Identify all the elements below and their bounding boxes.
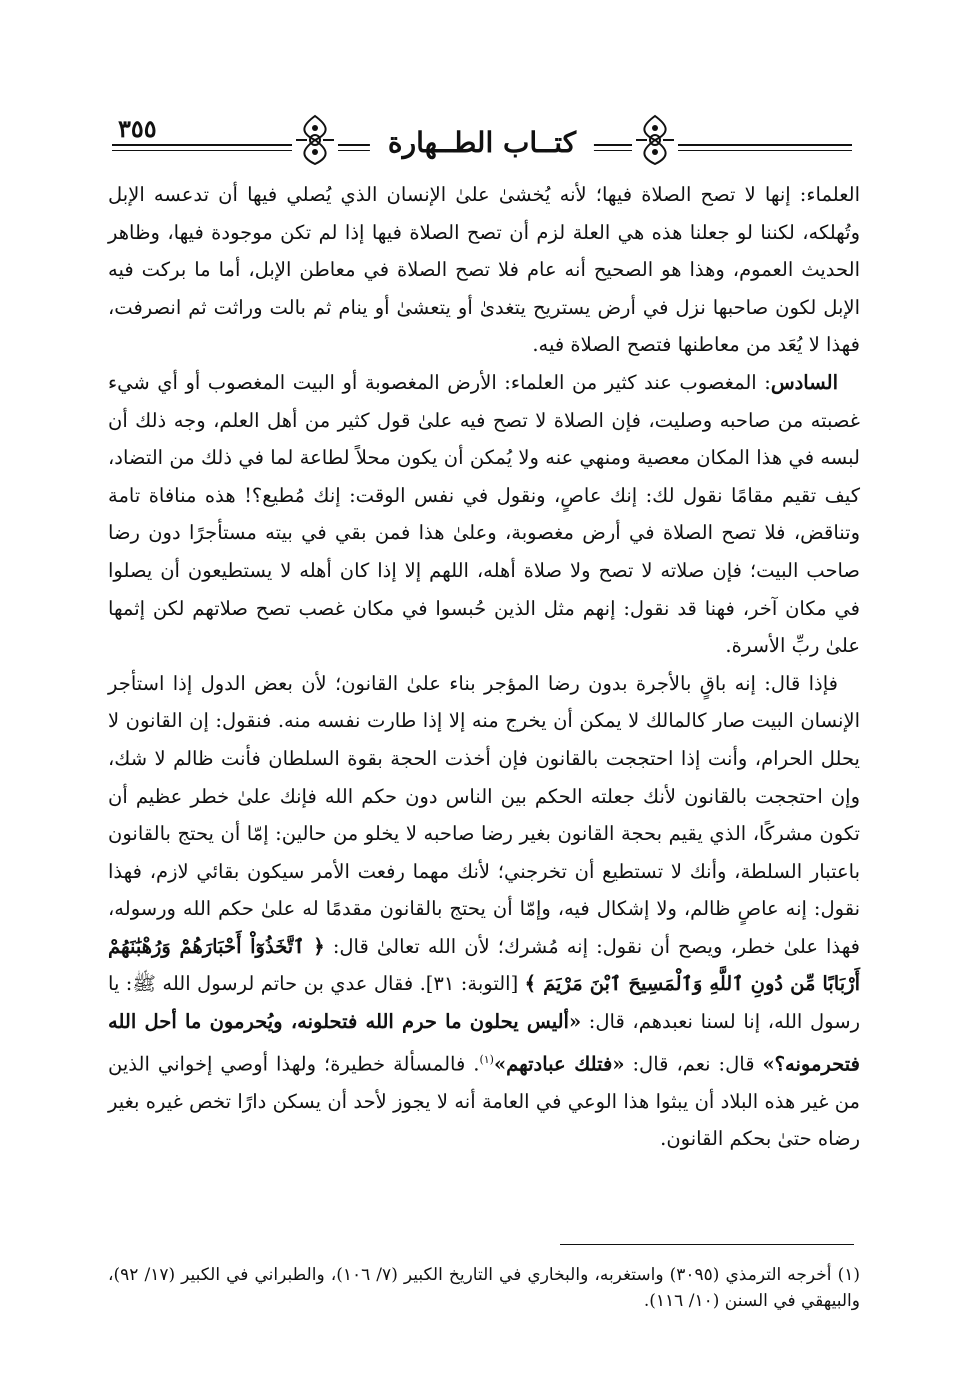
ornament-icon — [632, 112, 678, 168]
paragraph — [108, 665, 860, 1158]
section-label: السادس — [770, 370, 838, 394]
main-text — [108, 176, 860, 1158]
footnotes — [108, 1262, 860, 1314]
footnote-marker: (١) — [479, 1052, 494, 1066]
paragraph: العلماء: إنها لا تصح الصلاة فيها؛ لأنه يُخشىٰ علىٰ الإنسان الذي يُصلي فيها أن تدعسه الإبل وتُهلكه، لكننا لو جعلنا هذه هي العلة لزم أن تصح الصلاة فيها إذا لم تكن موجودة فيها، وظاهر الحديث العموم، وهذا هو الصحيح أنه عام فلا تصح الصلاة في معاطن الإبل، أما ما بركت فيه الإبل لكون صاحبها نزل في أرض يستريح يتغدىٰ أو يتعشىٰ أو ينام ثم بالت وراثت ثم انصرفت، فهذا لا يُعَد من معاطنها فتصح الصلاة فيه. — [108, 183, 860, 357]
paragraph-text: فإذا قال: إنه باقٍ بالأجرة بدون رضا المؤجر بناء علىٰ القانون؛ لأن بعض الدول إذا استأجر الإنسان البيت صار كالمالك لا يمكن أن يخرج منه إلا إذا طارت نفسه منه. فنقول: إن القانون لا يحلل الحرام، وأنت إذا احتججت بالقانون فإن أخذت الحجة بقوة السلطان فأنت ظالم لا شك، وإن احتججت بالقانون لأنك جعلته الحكم بين الناس دون حكم الله فإنك علىٰ خطر عظيم أن تكون مشركًا، الذي يقيم بحجة القانون بغير رضا صاحبه لا يخلو من حالين: إمّا أن يحتج بالقانون باعتبار السلطة، وأنك لا تستطيع أن تخرجني؛ لأنك مهما رفعت الأمر سيكون بقائي لازم، فهذا نقول: إنه عاصٍ ظالم، ولا إشكال فيه، وإمّا أن يحتج بالقانون مقدمًا له علىٰ حكم الله ورسوله، فهذا علىٰ خطر، ويصح أن نقول: إنه مُشرك؛ لأن الله تعالىٰ قال: — [108, 671, 861, 958]
book-title: كتــاب الطــهارة — [370, 126, 594, 159]
paragraph-text: [التوبة: ٣١]. فقال عدي بن حاتم لرسول الله ﷺ: يا رسول الله، إنا لسنا نعبدهم، قال: — [108, 972, 860, 1034]
page-header — [112, 108, 852, 172]
paragraph-text: : المغصوب عند كثير من العلماء: الأرض المغصوبة أو البيت المغصوب أو أي شيء غصبته من صاحبه وصليت، فإن الصلاة لا تصح فيه علىٰ قول كثير من أهل العلم، وجه ذلك أن لبسه في هذا المكان معصية ومنهي عنه ولا يُمكن أن يكون محلاً لطاعة لما في ذلك من التضاد، كيف تقيم مقامًا نقول لك: إنك عاصٍ، ونقول في نفس الوقت: إنك مُطيع؟! هذه منافاة تامة وتناقض، فلا تصح الصلاة في أرض مغصوبة، وعلىٰ هذا فمن بقي في بيته مستأجرًا دون رضا صاحب البيت؛ فإن صلاته لا تصح ولا صلاة أهله، اللهم إلا إذا كان أهله لا يستطيعون أن يصلوا في مكان آخر، فهنا قد نقول: إنهم مثل الذين حُبسوا في مكان غصب تصح صلاتهم لكن إثمها علىٰ ربِّ الأسرة. — [108, 370, 860, 658]
paragraph-text: قال: نعم، قال: — [624, 1052, 763, 1076]
hadith-quote: «فتلك عبادتهم» — [493, 1052, 625, 1076]
quran-verse: ﴿ ٱتَّخَذُوٓاْ أَحْبَارَهُمْ وَرُهْبَٰنَهُمْ أَرْبَابًا مِّن دُونِ ٱللَّهِ وَٱلْمَسِيحَ ٱبْنَ مَرْيَمَ ﴾ — [108, 934, 860, 996]
paragraph — [108, 364, 860, 665]
paragraph-text: . فالمسألة خطيرة؛ ولهذا أوصي إخواني الذين من غير هذه البلاد أن يبثوا هذا الوعي في العامة أنه لا يجوز لأحد أن يسكن دارًا تخص غيره بغير رضاه حتىٰ بحكم القانون. — [108, 1052, 860, 1151]
page-number: ٣٥٥ — [118, 114, 157, 143]
ornament-icon — [292, 112, 338, 168]
footnote-divider — [560, 1244, 854, 1245]
footnote: (١) أخرجه الترمذي (٣٠٩٥) واستغربه، والبخاري في التاريخ الكبير (٧/ ١٠٦)، والطبراني في الكبير (١٧/ ٩٢)، والبيهقي في السنن (١٠/ ١١٦). — [108, 1265, 860, 1311]
hadith-quote: «أليس يحلون ما حرم الله فتحلونه، ويُحرمون ما أحل الله فتحرمونه؟» — [108, 1010, 860, 1076]
